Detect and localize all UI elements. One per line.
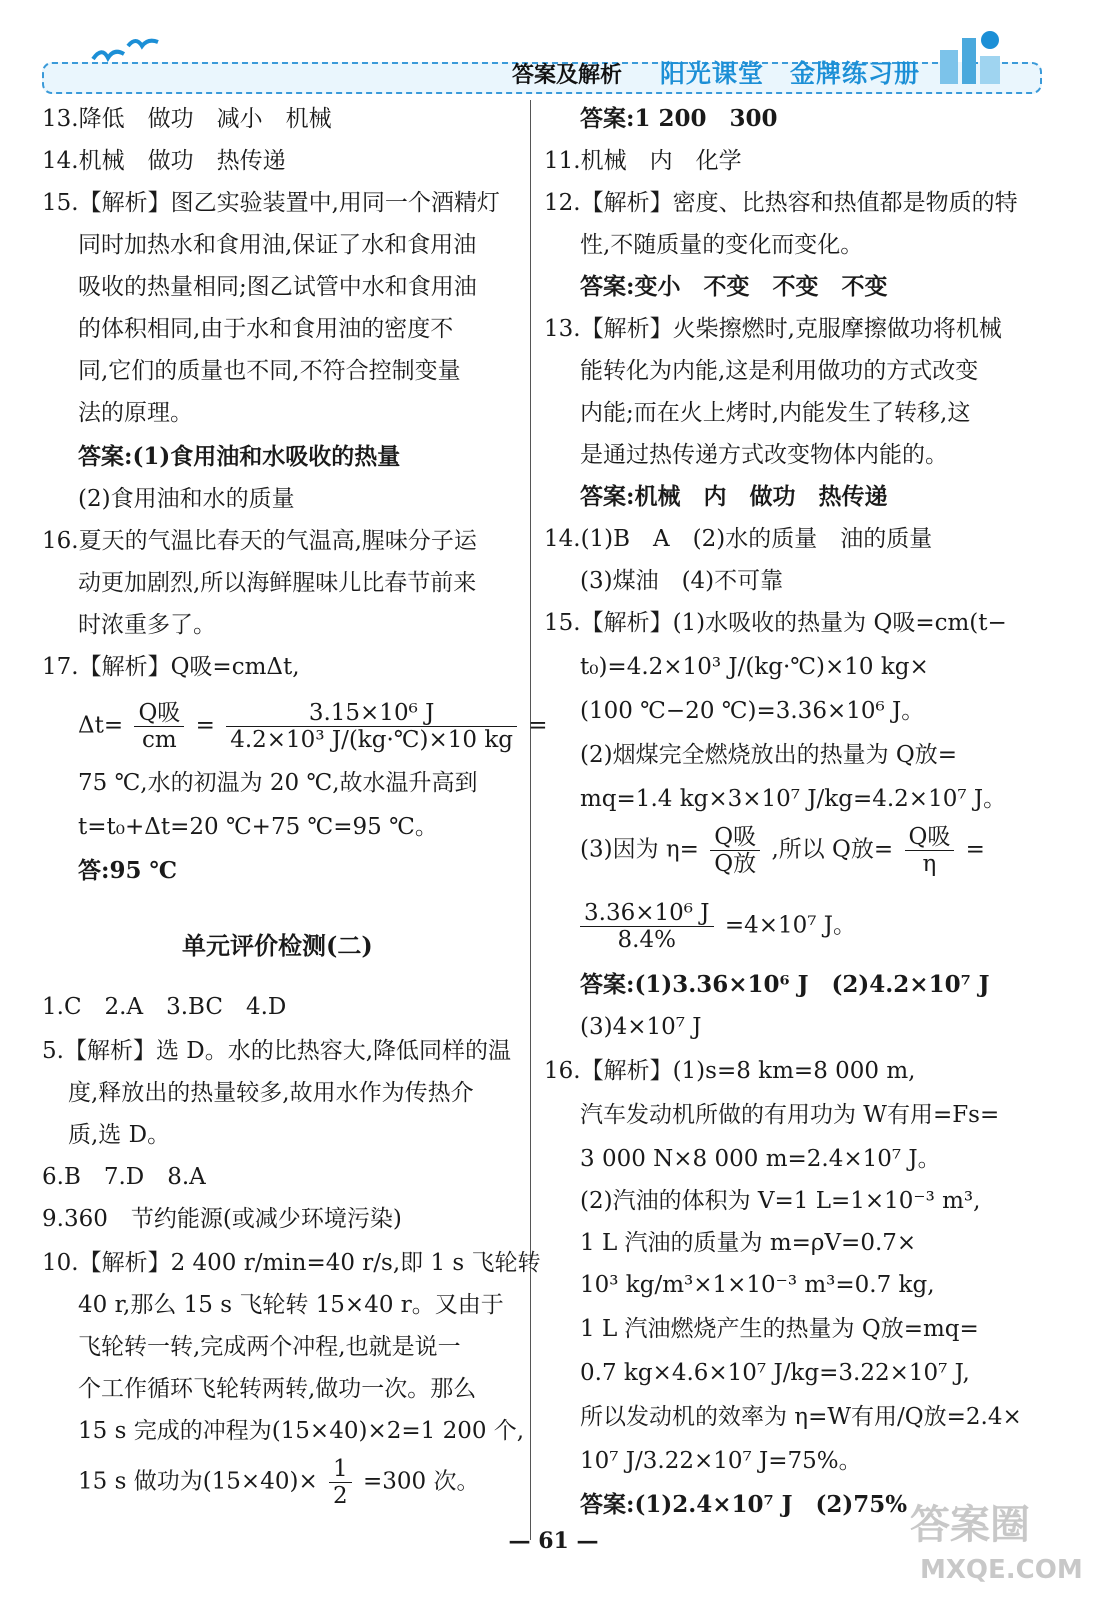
answer-13: 13.降低 做功 减小 机械 [42,106,332,132]
text-line: 法的原理。 [78,400,193,426]
answer-line: 答案:(1)2.4×10⁷ J (2)75% [580,1491,908,1518]
formula-text: = [195,712,215,739]
formula-text: ,所以 Q放= [771,836,894,863]
text-line: 的体积相同,由于水和食用油的密度不 [78,316,454,342]
answer-16-analysis: 16.【解析】(1)s=8 km=8 000 m, [544,1058,916,1084]
brand-title: 阳光课堂 金牌练习册 [660,59,921,88]
numerator: 3.15×10⁶ J [226,700,517,727]
text-line: 个工作循环飞轮转两转,做功一次。那么 [78,1376,477,1402]
text-line: 1 L 汽油的质量为 m=ρV=0.7× [580,1230,917,1256]
formula-text: = [965,836,985,863]
denominator: 2 [333,1483,348,1509]
text-line: 10⁷ J/3.22×10⁷ J=75%。 [580,1448,862,1474]
answer-14: 14.(1)B A (2)水的质量 油的质量 [544,526,933,552]
numerator: Q吸 [905,824,955,851]
answers-1-4: 1.C 2.A 3.BC 4.D [42,994,287,1020]
fraction [226,700,517,753]
fraction [710,824,760,877]
text-line: t₀)=4.2×10³ J/(kg·℃)×10 kg× [580,654,929,680]
formula-heat-released [544,900,856,953]
text-line: 时浓重多了。 [78,612,216,638]
text-line: 0.7 kg×4.6×10⁷ J/kg=3.22×10⁷ J, [580,1360,970,1386]
text-line: 同,它们的质量也不同,不符合控制变量 [78,358,461,384]
answer-12-analysis: 12.【解析】密度、比热容和热值都是物质的特 [544,190,1018,216]
formula-delta-t [42,700,548,753]
text-line: 是通过热传递方式改变物体内能的。 [580,442,948,468]
text-line: 吸收的热量相同;图乙试管中水和食用油 [78,274,477,300]
text-line: 动更加剧烈,所以海鲜腥味儿比春节前来 [78,570,477,596]
text-line: 同时加热水和食用油,保证了水和食用油 [78,232,477,258]
formula-text: =4×10⁷ J。 [724,912,857,939]
text-line: 内能;而在火上烤时,内能发生了转移,这 [580,400,971,426]
section-title: 单元评价检测(二) [182,931,373,960]
text-line: t=t₀+Δt=20 ℃+75 ℃=95 ℃。 [78,814,438,840]
answer-15-analysis: 15.【解析】(1)水吸收的热量为 Q吸=cm(t− [544,610,1007,636]
answer-16: 16.夏天的气温比春天的气温高,腥味分子运 [42,528,477,554]
answer-13-analysis: 13.【解析】火柴擦燃时,克服摩擦做功将机械 [544,316,1002,342]
fraction [905,824,955,877]
fraction [580,900,714,953]
denominator: η [922,851,937,877]
text-line: mq=1.4 kg×3×10⁷ J/kg=4.2×10⁷ J。 [580,786,1007,812]
formula-work-count [42,1456,479,1509]
formula-text: = [528,712,548,739]
answer-line: 答案:(1)食用油和水吸收的热量 [78,443,401,470]
denominator: 8.4% [617,927,676,953]
denominator: 4.2×10³ J/(kg·℃)×10 kg [230,727,513,753]
formula-text: =300 次。 [362,1468,480,1495]
denominator: Q放 [714,851,757,877]
formula-text: 15 s 做功为(15×40)× [78,1468,318,1495]
text-line: 75 ℃,水的初温为 20 ℃,故水温升高到 [78,770,478,796]
answer-line: 答案:1 200 300 [580,105,778,132]
answer-14: 14.机械 做功 热传递 [42,148,286,174]
numerator: 3.36×10⁶ J [580,900,714,927]
page-number: — 61 — [508,1528,599,1554]
section-label: 答案及解析 [512,63,623,88]
numerator: Q吸 [134,700,184,727]
text-line: 所以发动机的效率为 η=W有用/Q放=2.4× [580,1404,1022,1430]
column-divider [530,100,531,1540]
answer-line: 答案:变小 不变 不变 不变 [580,273,888,300]
watermark-site: MXQE.COM [920,1555,1083,1585]
text-line: 飞轮转一转,完成两个冲程,也就是说一 [78,1334,461,1360]
denominator: cm [142,727,177,753]
numerator: 1 [329,1456,352,1483]
text-line: (3)4×10⁷ J [580,1014,702,1040]
answer-17-analysis: 17.【解析】Q吸=cmΔt, [42,654,300,680]
text-line: 15 s 完成的冲程为(15×40)×2=1 200 个, [78,1418,525,1444]
page-header [0,0,1107,100]
text-line: (100 ℃−20 ℃)=3.36×10⁶ J。 [580,698,925,724]
fraction [329,1456,352,1509]
answer-11: 11.机械 内 化学 [544,148,742,174]
answer-10: 10.【解析】2 400 r/min=40 r/s,即 1 s 飞轮转 [42,1250,541,1276]
school-deco-icon [930,20,1020,90]
answer-line: 答:95 ℃ [78,857,178,884]
text-line: 性,不随质量的变化而变化。 [580,232,864,258]
text-line: (2)烟煤完全燃烧放出的热量为 Q放= [580,742,958,768]
watermark-logo [900,1490,1090,1590]
text-line: 能转化为内能,这是利用做功的方式改变 [580,358,979,384]
watermark-text: 答案圈 [910,1502,1030,1548]
numerator: Q吸 [710,824,760,851]
text-line: 40 r,那么 15 s 飞轮转 15×40 r。又由于 [78,1292,504,1318]
formula-efficiency [544,824,985,877]
text-line: 度,释放出的热量较多,故用水作为传热介 [68,1080,474,1106]
text-line: 汽车发动机所做的有用功为 W有用=Fs= [580,1102,1000,1128]
answer-15-analysis: 15.【解析】图乙实验装置中,用同一个酒精灯 [42,190,500,216]
text-line: (2)食用油和水的质量 [78,486,295,512]
text-line: 1 L 汽油燃烧产生的热量为 Q放=mq= [580,1316,979,1342]
answer-5: 5.【解析】选 D。水的比热容大,降低同样的温 [42,1038,512,1064]
text-line: 10³ kg/m³×1×10⁻³ m³=0.7 kg, [580,1272,935,1298]
text-line: 质,选 D。 [68,1122,171,1148]
answer-line: 答案:(1)3.36×10⁶ J (2)4.2×10⁷ J [580,971,990,998]
fraction [134,700,184,753]
formula-text: Δt= [78,712,124,739]
text-line: 3 000 N×8 000 m=2.4×10⁷ J。 [580,1146,941,1172]
answers-6-8: 6.B 7.D 8.A [42,1164,206,1190]
formula-text: (3)因为 η= [580,836,699,863]
answer-9: 9.360 节约能源(或减少环境污染) [42,1206,402,1232]
answer-line: 答案:机械 内 做功 热传递 [580,483,888,510]
text-line: (3)煤油 (4)不可靠 [580,568,784,594]
text-line: (2)汽油的体积为 V=1 L=1×10⁻³ m³, [580,1188,981,1214]
